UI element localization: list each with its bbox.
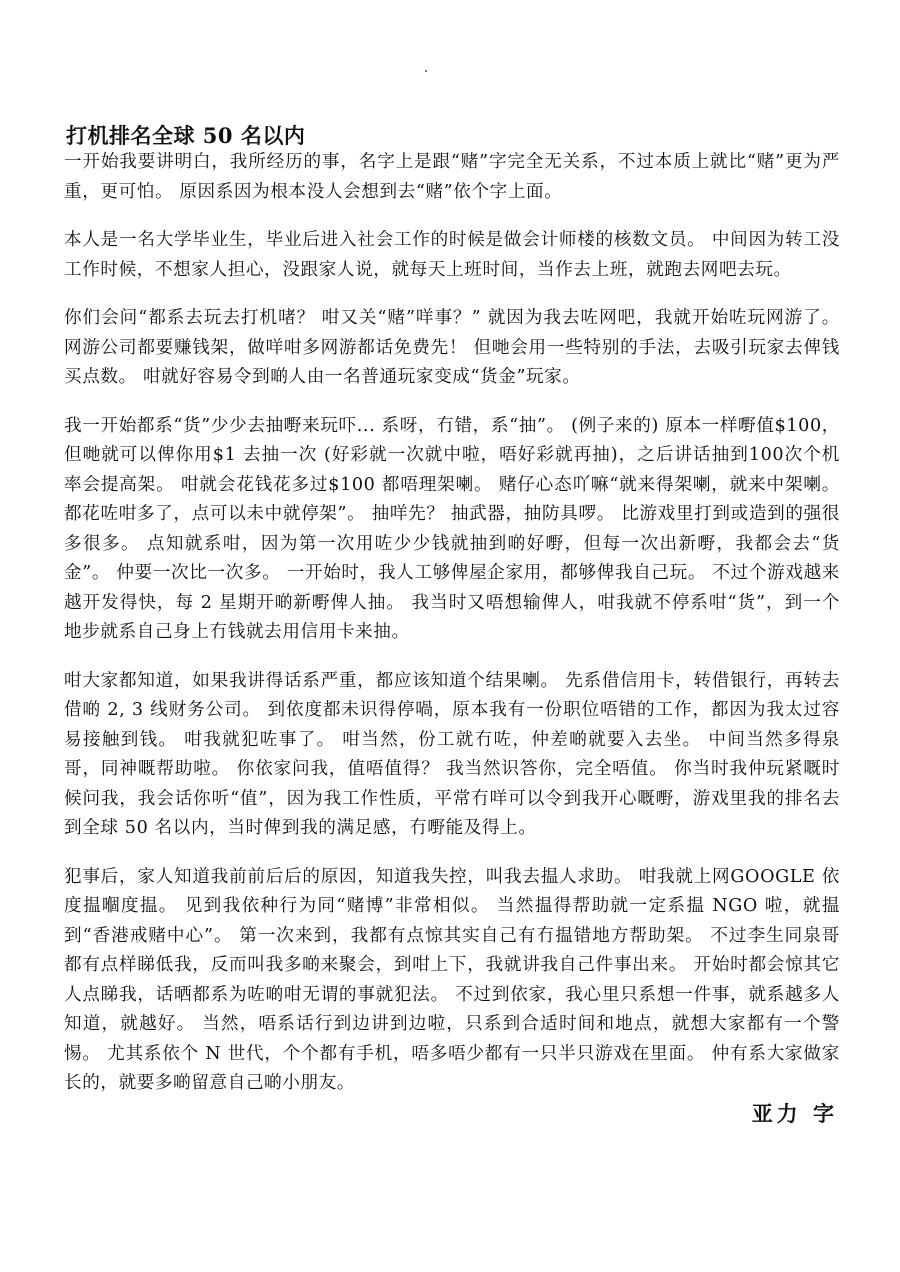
scan-speck (425, 70, 427, 72)
paragraph-3: 你们会问“都系去玩去打机啫？ 咁又关“赌”咩事？” 就因为我去咗网吧，我就开始咗玩网游了。 网游公司都要赚钱架，做咩咁多网游都话免费先！ 但哋会用一些特别的手法，去吸引玩家去俾钱买点数。 咁就好容易令到啲人由一名普通玩家变成“货金”玩家。 (64, 308, 840, 387)
document-title: 打机排名全球 50 名以内 (66, 123, 306, 148)
paragraph-4: 我一开始都系“货”少少去抽嘢来玩吓... 系呀，冇错，系“抽”。 (例子来的) 原本一样嘢值$100，但哋就可以俾你用$1 去抽一次 (好彩就一次就中啦，唔好彩就再抽)，之后讲话抽到100次个机率会提高架。 咁就会花钱花多过$100 都唔理架喇。 赌仔心态吖嘛“就来得架喇，就来中架喇。 都花咗咁多了，点可以未中就停架”。 抽咩先？ 抽武器，抽防具啰。 比游戏里打到或造到的强很多很多。 点知就系咁，因为第一次用咗少少钱就抽到啲好嘢，但每一次出新嘢，我都会去“货金”。 仲要一次比一次多。 一开始时，我人工够俾屋企家用，都够俾我自己玩。 不过个游戏越来越开发得快，每 2 星期开啲新嘢俾人抽。 我当时又唔想输俾人，咁我就不停系咁“货”，到一个地步就系自己身上冇钱就去用信用卡来抽。 (64, 415, 840, 642)
document-body (64, 148, 840, 1118)
paragraph-5: 咁大家都知道，如果我讲得话系严重，都应该知道个结果喇。 先系借信用卡，转借银行，再转去借啲 2, 3 线财务公司。 到依度都未识得停喎，原本我有一份职位唔错的工作，都因为我太过容易接触到钱。 咁我就犯咗事了。 咁当然，份工就冇咗，仲差啲就要入去坐。 中间当然多得泉哥，同神嘅帮助啦。 你依家问我，值唔值得？ 我当然识答你，完全唔值。 你当时我仲玩紧嘅时候问我，我会话你听“值”，因为我工作性质，平常冇咩可以令到我开心嘅嘢，游戏里我的排名去到全球 50 名以内，当时俾到我的满足感，冇嘢能及得上。 (64, 670, 840, 838)
author-signature: 亚力 字 (751, 1101, 838, 1126)
paragraph-2: 本人是一名大学毕业生，毕业后进入社会工作的时候是做会计师楼的核数文员。 中间因为转工没工作时候，不想家人担心，没跟家人说，就每天上班时间，当作去上班，就跑去网吧去玩。 (64, 230, 840, 280)
paragraph-1: 一开始我要讲明白，我所经历的事，名字上是跟“赌”字完全无关系，不过本质上就比“赌”更为严重，更可怕。 原因系因为根本没人会想到去“赌”依个字上面。 (64, 152, 840, 202)
paragraph-6: 犯事后，家人知道我前前后后的原因，知道我失控，叫我去揾人求助。 咁我就上网GOOGLE 依度揾嗰度揾。 见到我依种行为同“赌博”非常相似。 当然揾得帮助就一定系揾 NGO 啦，就揾到“香港戒赌中心”。 第一次来到，我都有点惊其实自己有冇揾错地方帮助架。 不过李生同泉哥都有点样睇低我，反而叫我多啲来聚会，到咁上下，我就讲我自己件事出来。 开始时都会惊其它人点睇我，话晒都系为咗啲咁无谓的事就犯法。 不过到依家，我心里只系想一件事，就系越多人知道，就越好。 当然，唔系话行到边讲到边啦，只系到合适时间和地点，就想大家都有一个警惕。 尤其系依个 N 世代，个个都有手机，唔多唔少都有一只半只游戏在里面。 仲有系大家做家长的，就要多啲留意自己啲小朋友。 (64, 866, 840, 1093)
